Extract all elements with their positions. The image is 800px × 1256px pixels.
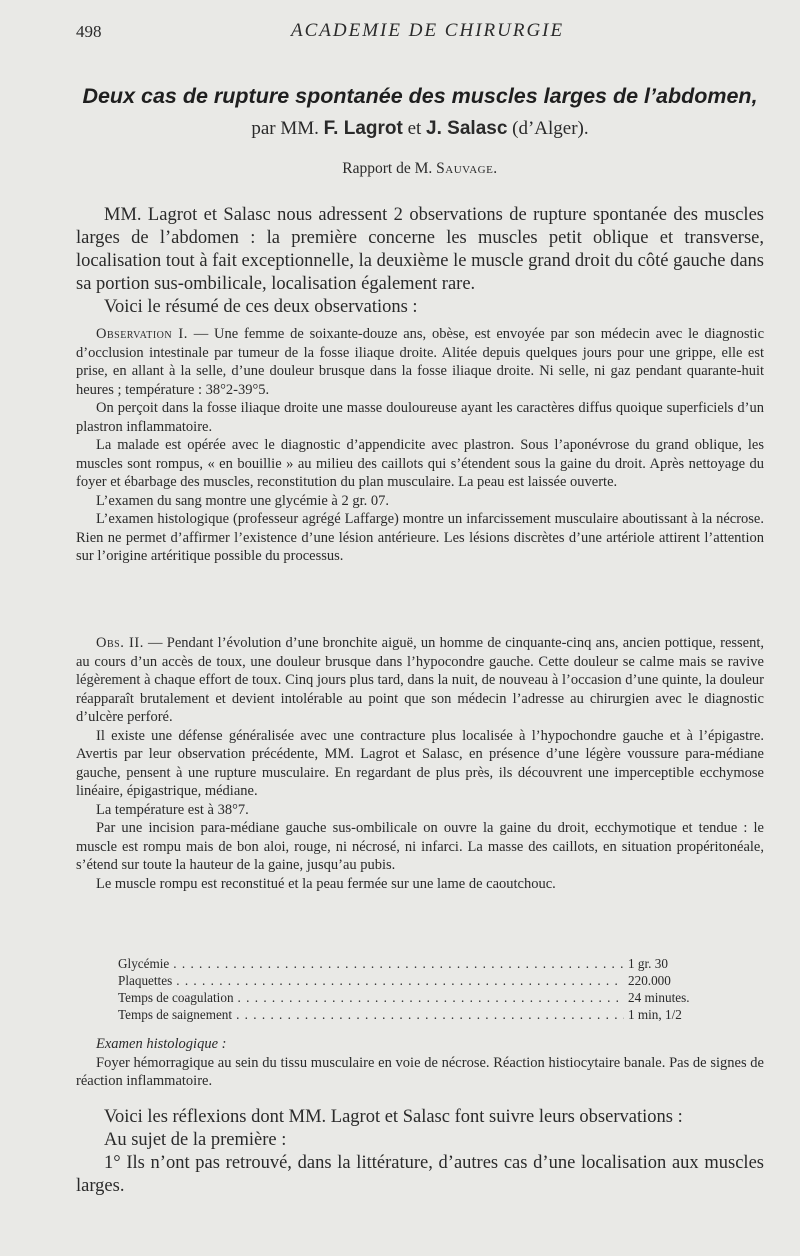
reporter-name: Sauvage. xyxy=(436,160,498,177)
obs1-paragraph: On perçoit dans la fosse iliaque droite une masse douloureuse ayant les caractères diffus quoique superficiels d’un plastron inflammatoire. xyxy=(76,400,764,435)
dot-leader xyxy=(176,972,624,989)
obs1-text: — Une femme de soixante-douze ans, obèse, est envoyée par son médecin avec le diagnostic d’occlusion intestinale par tumeur de la fosse iliaque droite. Alitée depuis quelques jours pour une grippe, elle est prise, en allant à la selle, d’une douleur brusque dans la fosse iliaque droite. Ni selle, ni gaz pendant quarante-huit heures ; température : 38°2-39°5. xyxy=(76,326,765,398)
author-affiliation: (d’Alger). xyxy=(512,118,589,139)
lab-value: 220.000 xyxy=(628,973,671,988)
obs2-paragraph: La température est à 38°7. xyxy=(96,801,249,818)
lab-row xyxy=(118,955,718,972)
observation-2 xyxy=(76,634,764,893)
dot-leader xyxy=(236,1006,624,1023)
obs2-paragraph: Le muscle rompu est reconstitué et la peau fermée sur une lame de caoutchouc. xyxy=(96,875,556,892)
lab-row xyxy=(118,972,718,989)
author-prefix: par MM. xyxy=(251,118,319,139)
reflections-paragraph: Voici les réflexions dont MM. Lagrot et Salasc font suivre leurs observations : xyxy=(104,1107,683,1127)
lab-value: 1 gr. 30 xyxy=(628,956,668,971)
running-header xyxy=(76,20,764,48)
reflections-paragraph: Au sujet de la première : xyxy=(104,1130,287,1150)
reflections-paragraph: 1° Ils n’ont pas retrouvé, dans la littérature, d’autres cas d’une localisation aux muscles larges. xyxy=(76,1153,764,1196)
report-line xyxy=(76,160,764,178)
histology-heading: Examen histologique : xyxy=(96,1036,227,1052)
obs2-paragraph: Il existe une défense généralisée avec une contracture plus localisée à l’hypochondre gauche et à l’épigastre. Avertis par leur observation précédente, MM. Lagrot et Salasc, en présence d’une légère voussure para-médiane gauche, pensent à une rupture musculaire. En regardant de plus près, ils découvrent une imperceptible ecchymose linéaire, épigastrique, médiane. xyxy=(76,727,764,799)
lab-label: Temps de saignement xyxy=(118,1007,233,1022)
author-conjunction: et xyxy=(407,118,422,139)
dot-leader xyxy=(173,955,624,972)
histology-text: Foyer hémorragique au sein du tissu musculaire en voie de nécrose. Réaction histiocytaire banale. Pas de signes de réaction inflammatoire. xyxy=(76,1054,764,1089)
report-prefix: Rapport de M. xyxy=(342,160,433,177)
dot-leader xyxy=(238,989,624,1006)
lab-label: Glycémie xyxy=(118,956,170,971)
obs1-paragraph: L’examen du sang montre une glycémie à 2 gr. 07. xyxy=(96,492,390,509)
intro-section xyxy=(76,204,764,319)
lab-row xyxy=(118,989,718,1006)
obs1-paragraph: La malade est opérée avec le diagnostic d’appendicite avec plastron. Sous l’aponévrose du grand oblique, les muscles sont rompus, « en bouillie » au milieu des caillots qui s’étendent sous la gaine du droit. Après nettoyage du foyer et ébarbage des muscles, reconstitution du plan musculaire. La peau est laissée ouverte. xyxy=(76,437,764,490)
author-2: J. Salasc xyxy=(426,118,508,139)
intro-paragraph: MM. Lagrot et Salasc nous adressent 2 observations de rupture spontanée des muscles larges de l’abdomen : la première concerne les muscles petit oblique et transverse, localisation tout à fait exceptionnelle, la deuxième le muscle grand droit du côté gauche dans sa portion sus-ombilicale, localisation également rare. xyxy=(76,205,764,294)
lab-row xyxy=(118,1006,718,1023)
author-line xyxy=(76,118,764,140)
reflections-section xyxy=(76,1106,764,1198)
observation-1 xyxy=(76,325,764,566)
lab-results-table xyxy=(118,955,718,1023)
page-number: 498 xyxy=(76,22,102,41)
article-title: Deux cas de rupture spontanée des muscles larges de l’abdomen, xyxy=(82,84,758,108)
obs1-label: Observation I. xyxy=(96,326,188,342)
lab-value: 1 min, 1/2 xyxy=(628,1007,682,1022)
journal-name: ACADEMIE DE CHIRURGIE xyxy=(291,20,565,41)
lab-label: Temps de coagulation xyxy=(118,990,234,1005)
lab-label: Plaquettes xyxy=(118,973,173,988)
obs2-label: Obs. II. xyxy=(96,635,144,651)
obs1-paragraph xyxy=(76,325,764,399)
histology-section xyxy=(76,1035,764,1091)
obs2-paragraph: Par une incision para-médiane gauche sus-ombilicale on ouvre la gaine du droit, ecchymotique et tendue : le muscle est rompu mais de bon aloi, rouge, ni nécrosé, ni infarci. La masse des caillots, en situation propéritonéale, s’étend sur toute la hauteur de la gaine, jusqu’au pubis. xyxy=(76,820,764,873)
obs2-text: — Pendant l’évolution d’une bronchite aiguë, un homme de cinquante-cinq ans, ancien pottique, ressent, au cours d’un accès de toux, une douleur brusque dans l’hypocondre gauche. Cette douleur se calme mais se ravive légèrement à chaque effort de toux. Cinq jours plus tard, dans la nuit, de nouveau à l’occasion d’une quinte, la douleur réapparaît brutalement et devient intolérable au point que son médecin l’adresse au chirurgien avec le diagnostic d’ulcère perforé. xyxy=(76,635,765,725)
author-1: F. Lagrot xyxy=(323,118,403,139)
obs1-paragraph: L’examen histologique (professeur agrégé Laffarge) montre un infarcissement musculaire aboutissant à la nécrose. Rien ne permet d’affirmer l’existence d’une lésion antérieure. Les lésions discrètes d’une artériole attirent l’attention sur l’origine artéritique possible du processus. xyxy=(76,511,764,564)
obs2-paragraph xyxy=(76,634,764,727)
intro-paragraph: Voici le résumé de ces deux observations : xyxy=(104,297,418,317)
lab-value: 24 minutes. xyxy=(628,990,690,1005)
